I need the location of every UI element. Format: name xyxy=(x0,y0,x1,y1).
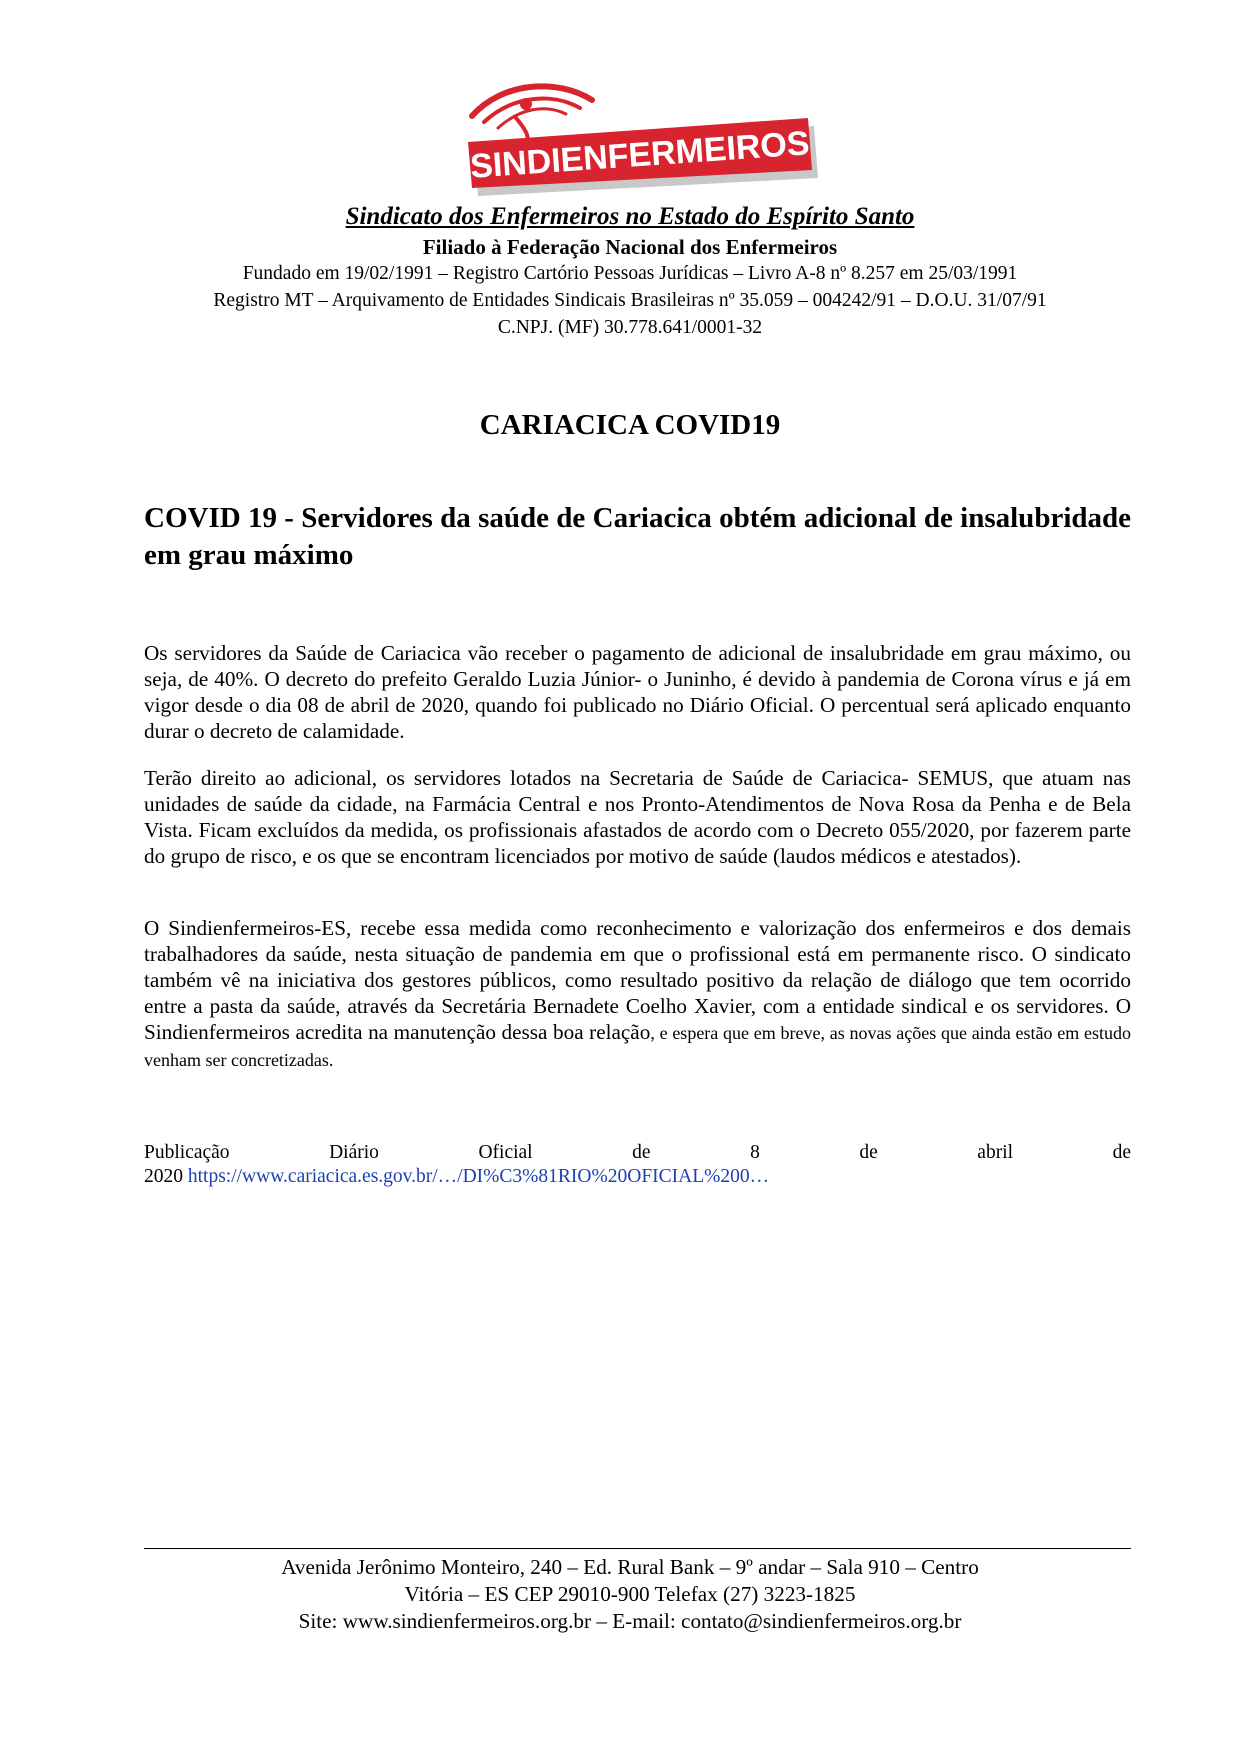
paragraph-1: Os servidores da Saúde de Cariacica vão receber o pagamento de adicional de insalubridade em grau máximo, ou seja, de 40%. O decreto do prefeito Geraldo Luzia Júnior- o Juninho, é devido à pandemia de Corona vírus e já em vigor desde o dia 08 de abril de 2020, quando foi publicado no Diário Oficial. O percentual será aplicado enquanto durar o decreto de calamidade. xyxy=(144,641,1131,743)
cnpj-line: C.NPJ. (MF) 30.778.641/0001-32 xyxy=(497,317,763,338)
logo-text: SINDIENFERMEIROS xyxy=(468,124,811,186)
affiliation: Filiado à Federação Nacional dos Enfermeiros xyxy=(422,235,838,259)
footer-address-2: Vitória – ES CEP 29010-900 Telefax (27) 3223-1825 xyxy=(404,1582,856,1606)
registration-line-2: Registro MT – Arquivamento de Entidades Sindicais Brasileiras nº 35.059 – 004242/91 – D.O.U. 31/07/91 xyxy=(213,290,1047,311)
paragraph-3-main: O Sindienfermeiros-ES, recebe essa medida como reconhecimento e valorização dos enfermeiros e dos demais trabalhadores da saúde, nesta situação de pandemia em que o profissional está em permanente risco. O sindicato também vê na iniciativa dos gestores públicos, como resultado positivo da relação de diálogo que tem ocorrido entre a pasta da saúde, através da Secretária Bernadete Coelho Xavier, com a entidade sindical e os servidores. O Sindienfermeiros acredita na manutenção dessa xyxy=(144,916,1131,1044)
org-name: Sindicato dos Enfermeiros no Estado do Espírito Santo xyxy=(345,203,915,230)
registration-line-1: Fundado em 19/02/1991 – Registro Cartório Pessoas Jurídicas – Livro A-8 nº 8.257 em 25/03/1991 xyxy=(242,263,1018,284)
paragraph-3-tail-small: , e espera que em breve, as novas ações que ainda estão em estudo venham ser concretizadas. xyxy=(144,1023,1131,1070)
publication-label: Publicação Diário Oficial de 8 de abril de xyxy=(144,1142,1131,1163)
logo-emblem-dot xyxy=(520,98,532,110)
footer-divider xyxy=(144,1548,1131,1549)
footer-address-1: Avenida Jerônimo Monteiro, 240 – Ed. Rural Bank – 9º andar – Sala 910 – Centro xyxy=(281,1555,979,1579)
sindienfermeiros-logo xyxy=(462,78,820,196)
publication-link[interactable]: https://www.cariacica.es.gov.br/…/DI%C3%81RIO%20OFICIAL%200… xyxy=(187,1166,770,1187)
logo-graphic xyxy=(462,78,820,196)
document-title: CARIACICA COVID19 xyxy=(479,409,781,441)
publication-year: 2020 xyxy=(144,1166,183,1187)
logo-swoosh-3 xyxy=(498,109,566,128)
paragraph-3-tail: boa relação xyxy=(553,1020,651,1044)
paragraph-2: Terão direito ao adicional, os servidores lotados na Secretaria de Saúde de Cariacica- SEMUS, que atuam nas unidades de saúde da cidade, na Farmácia Central e nos Pronto-Atendimentos de Nova Rosa da Penha e de Bela Vista. Ficam excluídos da medida, os profissionais afastados de acordo com o Decreto 055/2020, por fazerem parte do grupo de risco, e os que se encontram licenciados por motivo de saúde (laudos médicos e atestados). xyxy=(144,766,1131,868)
footer-contact: Site: www.sindienfermeiros.org.br – E-mail: contato@sindienfermeiros.org.br xyxy=(298,1609,962,1633)
paragraph-3 xyxy=(144,915,1131,1073)
headline: COVID 19 - Servidores da saúde de Cariacica obtém adicional de insalubridade em grau máximo xyxy=(144,502,1131,571)
publication-line-2 xyxy=(144,1165,1131,1189)
